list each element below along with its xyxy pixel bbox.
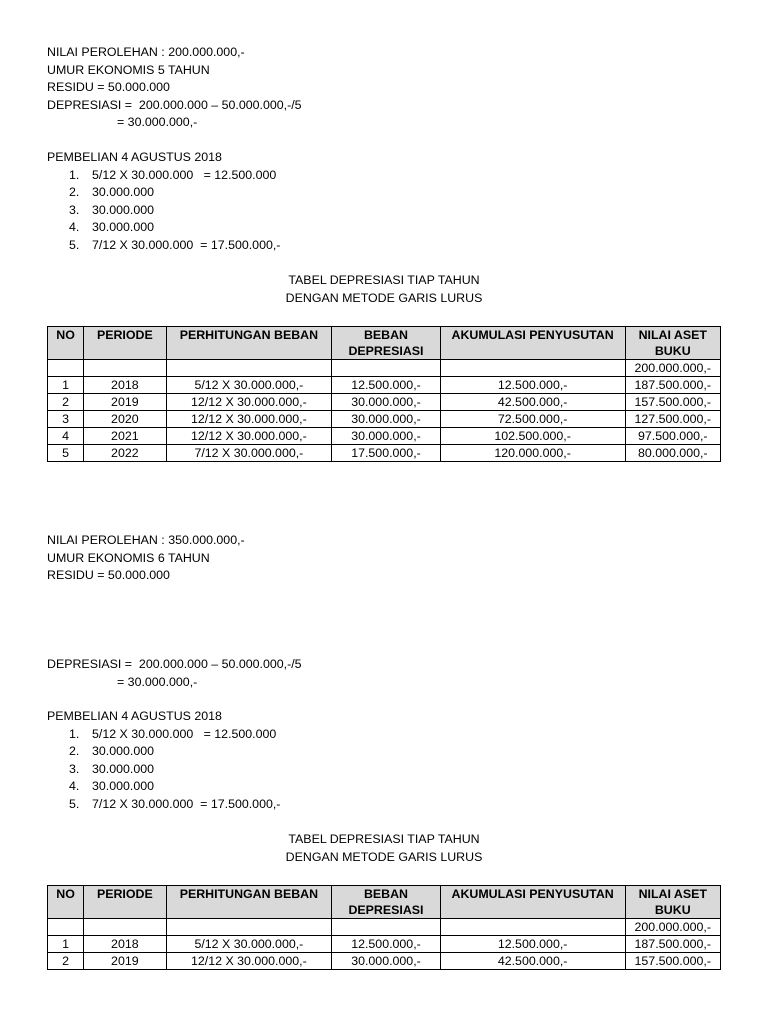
table-cell: 12/12 X 30.000.000,- <box>166 953 332 970</box>
purchase-date: PEMBELIAN 4 AGUSTUS 2018 <box>47 709 222 723</box>
section-1-purchase <box>47 149 727 255</box>
table-cell: 72.500.000,- <box>440 411 625 428</box>
table-cell: 42.500.000,- <box>440 953 625 970</box>
purchase-date: PEMBELIAN 4 AGUSTUS 2018 <box>47 150 222 164</box>
table-cell: 2022 <box>84 445 166 462</box>
list-item: 3. 30.000.000 <box>69 761 155 776</box>
residual-value: RESIDU = 50.000.000 <box>47 568 170 583</box>
table-cell: 2018 <box>84 936 166 953</box>
table-cell: 2 <box>48 953 84 970</box>
table-cell: 200.000.000,- <box>625 919 720 936</box>
table-cell: 17.500.000,- <box>332 445 440 462</box>
table-cell: 127.500.000,- <box>625 411 720 428</box>
table-cell: 187.500.000,- <box>625 377 720 394</box>
table-cell: 12/12 X 30.000.000,- <box>166 411 332 428</box>
table-cell: 5 <box>48 445 84 462</box>
column-header: BEBAN DEPRESIASI <box>332 327 440 360</box>
column-header: NILAI ASET BUKU <box>625 327 720 360</box>
table-header-row <box>48 327 721 360</box>
table-row <box>48 394 721 411</box>
table-cell: 12.500.000,- <box>440 936 625 953</box>
section-2-purchase <box>47 708 727 814</box>
table-cell: 30.000.000,- <box>332 953 440 970</box>
list-item: 1. 5/12 X 30.000.000 = 12.500.000 <box>69 167 277 182</box>
table-cell: 102.500.000,- <box>440 428 625 445</box>
table-cell: 2019 <box>84 953 166 970</box>
table-cell: 2020 <box>84 411 166 428</box>
depreciation-table-2 <box>47 885 721 970</box>
table-cell: 12/12 X 30.000.000,- <box>166 394 332 411</box>
table-row <box>48 428 721 445</box>
section-1-table-title <box>47 272 727 307</box>
table-cell: 30.000.000,- <box>332 428 440 445</box>
list-item: 5. 7/12 X 30.000.000 = 17.500.000,- <box>69 796 281 811</box>
list-item: 2. 30.000.000 <box>69 744 155 759</box>
table-row <box>48 377 721 394</box>
column-header: PERIODE <box>84 327 166 360</box>
table-row <box>48 445 721 462</box>
depreciation-formula: DEPRESIASI = 200.000.000 – 50.000.000,-/5 <box>47 97 302 112</box>
depreciation-formula: DEPRESIASI = 200.000.000 – 50.000.000,-/5 <box>47 657 302 671</box>
column-header: AKUMULASI PENYUSUTAN <box>440 886 625 919</box>
acquisition-value: NILAI PEROLEHAN : 200.000.000,- <box>47 45 245 59</box>
table-cell: 12/12 X 30.000.000,- <box>166 428 332 445</box>
table-subtitle: DENGAN METODE GARIS LURUS <box>285 290 483 305</box>
list-item: 4. 30.000.000 <box>69 220 155 235</box>
list-item: 4. 30.000.000 <box>69 779 155 794</box>
section-2-table-title <box>47 831 727 866</box>
table-cell: 2 <box>48 394 84 411</box>
table-cell: 30.000.000,- <box>332 411 440 428</box>
list-item: 2. 30.000.000 <box>69 185 155 200</box>
economic-life: UMUR EKONOMIS 5 TAHUN <box>47 62 210 77</box>
table-cell: 2021 <box>84 428 166 445</box>
table-cell: 157.500.000,- <box>625 394 720 411</box>
table-cell: 12.500.000,- <box>440 377 625 394</box>
column-header: PERIODE <box>84 886 166 919</box>
table-cell: 120.000.000,- <box>440 445 625 462</box>
table-row <box>48 919 721 936</box>
table-row <box>48 953 721 970</box>
economic-life: UMUR EKONOMIS 6 TAHUN <box>47 550 210 565</box>
column-header: NO <box>48 886 84 919</box>
table-cell: 2019 <box>84 394 166 411</box>
section-2-header <box>47 532 727 585</box>
depreciation-steps <box>47 726 727 814</box>
table-cell: 97.500.000,- <box>625 428 720 445</box>
table-cell: 12.500.000,- <box>332 936 440 953</box>
list-item: 5. 7/12 X 30.000.000 = 17.500.000,- <box>69 237 281 252</box>
table-subtitle: DENGAN METODE GARIS LURUS <box>285 849 483 864</box>
table-header-row <box>48 886 721 919</box>
table-cell: 7/12 X 30.000.000,- <box>166 445 332 462</box>
column-header: NILAI ASET BUKU <box>625 886 720 919</box>
section-2-depreciation <box>47 656 727 691</box>
acquisition-value: NILAI PEROLEHAN : 350.000.000,- <box>47 533 245 547</box>
table-cell: 2018 <box>84 377 166 394</box>
table-cell: 1 <box>48 377 84 394</box>
table-cell: 1 <box>48 936 84 953</box>
section-1-header <box>47 44 727 132</box>
table-cell: 80.000.000,- <box>625 445 720 462</box>
column-header: PERHITUNGAN BEBAN <box>166 886 332 919</box>
table-cell: 5/12 X 30.000.000,- <box>166 936 332 953</box>
depreciation-result: = 30.000.000,- <box>117 674 198 689</box>
column-header: NO <box>48 327 84 360</box>
table-cell: 42.500.000,- <box>440 394 625 411</box>
table-cell: 4 <box>48 428 84 445</box>
table-cell: 187.500.000,- <box>625 936 720 953</box>
column-header: AKUMULASI PENYUSUTAN <box>440 327 625 360</box>
column-header: PERHITUNGAN BEBAN <box>166 327 332 360</box>
list-item: 1. 5/12 X 30.000.000 = 12.500.000 <box>69 726 277 741</box>
depreciation-table-1 <box>47 326 721 462</box>
table-cell: 12.500.000,- <box>332 377 440 394</box>
table-row <box>48 360 721 377</box>
table-cell: 30.000.000,- <box>332 394 440 411</box>
table-cell: 157.500.000,- <box>625 953 720 970</box>
table-row <box>48 411 721 428</box>
table-cell: 3 <box>48 411 84 428</box>
table-title: TABEL DEPRESIASI TIAP TAHUN <box>288 273 480 287</box>
column-header: BEBAN DEPRESIASI <box>332 886 440 919</box>
list-item: 3. 30.000.000 <box>69 202 155 217</box>
table-cell: 5/12 X 30.000.000,- <box>166 377 332 394</box>
depreciation-steps <box>47 167 727 255</box>
depreciation-result: = 30.000.000,- <box>117 115 198 130</box>
residual-value: RESIDU = 50.000.000 <box>47 80 170 95</box>
table-cell: 200.000.000,- <box>625 360 720 377</box>
table-row <box>48 936 721 953</box>
table-title: TABEL DEPRESIASI TIAP TAHUN <box>288 832 480 846</box>
